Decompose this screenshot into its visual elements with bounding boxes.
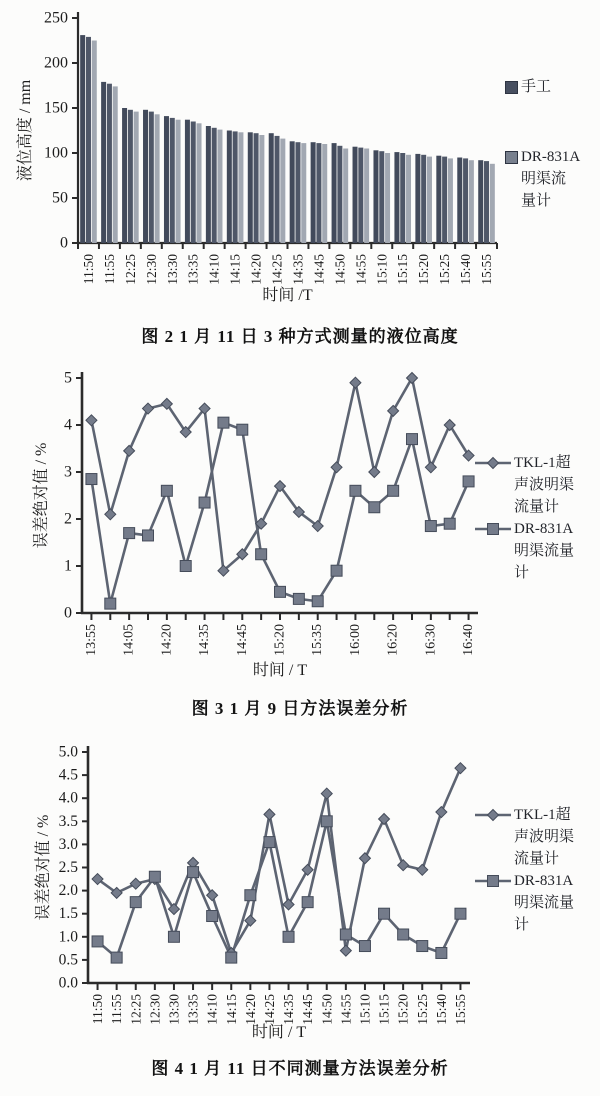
x-tick-label: 15:20 — [272, 624, 288, 656]
figure4-caption: 图 4 1 月 11 日不同测量方法误差分析 — [151, 1059, 449, 1078]
y-axis-title: 误差绝对值 / % — [35, 814, 52, 921]
y-tick-label: 4.0 — [58, 789, 78, 807]
square-marker — [379, 908, 390, 919]
x-tick-label: 13:35 — [185, 254, 201, 285]
bar — [290, 141, 295, 243]
diamond-marker — [130, 878, 141, 889]
bar — [113, 86, 118, 243]
x-tick-label: 12:25 — [122, 254, 138, 285]
x-axis-title: 时间 /T — [262, 287, 313, 304]
legend-item-dr831a — [505, 146, 600, 212]
x-tick-label: 14:15 — [223, 994, 239, 1025]
square-marker — [256, 549, 267, 560]
square-marker — [207, 911, 218, 922]
square-marker — [188, 867, 199, 878]
bar — [92, 41, 97, 244]
x-tick-label: 13:35 — [185, 994, 201, 1025]
square-marker — [388, 485, 399, 496]
bar — [80, 35, 85, 243]
legend-label-line: TKL-1超 — [514, 455, 571, 471]
x-tick-label: 15:10 — [374, 254, 390, 285]
square-marker — [398, 929, 409, 940]
x-tick-label: 12:30 — [143, 254, 159, 285]
bar — [217, 130, 222, 243]
legend-label-line: 计 — [514, 565, 530, 581]
bar-series-dark-swatch-icon — [505, 81, 518, 94]
y-tick-label: 0.5 — [58, 951, 78, 969]
x-tick-label: 14:35 — [281, 994, 297, 1025]
y-tick-label: 0 — [64, 604, 72, 622]
legend-label: 手工 — [521, 79, 552, 95]
x-tick-label: 15:25 — [414, 994, 430, 1025]
diamond-marker — [245, 915, 256, 926]
y-tick-label: 100 — [44, 144, 68, 162]
x-tick-label: 14:10 — [206, 254, 222, 285]
figure3-caption: 图 3 1 月 9 日方法误差分析 — [191, 699, 409, 718]
square-marker — [130, 897, 141, 908]
y-tick-label: 5.0 — [58, 743, 78, 761]
bar — [421, 155, 426, 243]
x-tick-label: 14:20 — [242, 994, 258, 1025]
y-axis-title: 液位高度 / mm — [17, 79, 34, 182]
line-square-marker-icon — [474, 874, 512, 888]
y-tick-label: 4 — [64, 416, 72, 434]
bar — [343, 149, 348, 244]
bar — [337, 146, 342, 243]
square-marker — [92, 936, 103, 947]
legend-label-line: 声波明渠 — [514, 829, 575, 845]
x-tick-label: 15:20 — [395, 994, 411, 1025]
square-marker — [111, 952, 122, 963]
bar — [406, 155, 411, 243]
bar — [248, 132, 253, 243]
x-tick-label: 14:20 — [248, 254, 264, 285]
legend-item-dr831a — [478, 870, 598, 936]
x-tick-label: 14:20 — [159, 624, 175, 656]
bar — [275, 136, 280, 243]
series-line — [91, 423, 468, 604]
y-tick-label: 1.0 — [58, 928, 78, 946]
bar — [134, 112, 139, 243]
bar — [322, 144, 327, 243]
bar — [212, 128, 217, 243]
figure3-legend — [478, 452, 598, 584]
bar — [484, 161, 489, 243]
line-diamond-marker-icon — [474, 808, 512, 822]
x-tick-label: 14:45 — [300, 994, 316, 1025]
y-tick-label: 150 — [44, 99, 68, 117]
square-marker — [444, 518, 455, 529]
diamond-marker — [302, 864, 313, 875]
bar — [353, 147, 358, 243]
bar — [206, 126, 211, 243]
bar — [490, 164, 495, 243]
bar — [101, 82, 106, 243]
square-marker — [293, 593, 304, 604]
x-tick-label: 14:35 — [290, 254, 306, 285]
square-marker — [199, 497, 210, 508]
figure2-legend — [505, 76, 600, 212]
x-tick-label: 14:50 — [332, 254, 348, 285]
bar — [469, 160, 474, 243]
x-tick-label: 15:15 — [395, 254, 411, 285]
square-marker — [321, 816, 332, 827]
legend-label-line: 计 — [514, 917, 530, 933]
x-tick-label: 15:55 — [452, 994, 468, 1025]
square-marker — [86, 474, 97, 485]
diamond-marker — [398, 860, 409, 871]
x-tick-label: 14:15 — [227, 254, 243, 285]
x-axis-title: 时间 / T — [251, 1024, 307, 1041]
square-marker — [369, 502, 380, 513]
x-tick-label: 13:30 — [166, 994, 182, 1025]
bar — [415, 154, 420, 243]
square-marker — [436, 947, 447, 958]
bar — [143, 110, 148, 243]
square-marker — [245, 890, 256, 901]
x-tick-label: 14:55 — [353, 254, 369, 285]
y-tick-label: 1 — [64, 557, 72, 575]
legend-label-line: 明渠流量 — [514, 543, 575, 559]
y-tick-label: 3.0 — [58, 835, 78, 853]
bar — [311, 142, 316, 243]
bar — [301, 143, 306, 243]
bar — [269, 133, 274, 243]
legend-label-line: 流量计 — [514, 499, 560, 515]
bar — [227, 131, 232, 244]
legend-item-tkl1 — [478, 804, 598, 870]
square-marker — [359, 941, 370, 952]
bar — [164, 116, 169, 243]
x-tick-label: 15:20 — [416, 254, 432, 285]
legend-item-tkl1 — [478, 452, 598, 518]
y-tick-label: 3 — [64, 463, 72, 481]
diamond-marker — [143, 403, 154, 414]
x-tick-label: 11:55 — [101, 254, 117, 285]
square-marker — [312, 596, 323, 607]
legend-label-line: 明渠流量 — [514, 895, 575, 911]
x-tick-label: 12:30 — [147, 994, 163, 1025]
bar — [316, 143, 321, 243]
line-diamond-marker-icon — [474, 456, 512, 470]
line-square-marker-icon — [474, 522, 512, 536]
y-tick-label: 5 — [64, 369, 72, 387]
square-marker — [105, 598, 116, 609]
bar — [463, 158, 468, 243]
diamond-marker — [379, 813, 390, 824]
x-tick-label: 14:35 — [197, 624, 213, 656]
x-tick-label: 13:55 — [83, 624, 99, 656]
bar — [457, 158, 462, 244]
bar — [478, 160, 483, 243]
x-tick-label: 16:00 — [347, 624, 363, 656]
diamond-marker — [350, 377, 361, 388]
bar — [364, 149, 369, 244]
x-tick-label: 15:35 — [310, 624, 326, 656]
legend-label-line: DR-831A — [514, 873, 574, 889]
diamond-marker — [124, 445, 135, 456]
y-tick-label: 250 — [44, 9, 68, 27]
y-tick-label: 3.5 — [58, 812, 78, 830]
bar — [280, 139, 285, 243]
square-marker — [161, 485, 172, 496]
legend-item-manual — [505, 76, 600, 98]
diamond-marker — [455, 763, 466, 774]
bar — [128, 110, 133, 243]
square-marker — [350, 485, 361, 496]
bar — [332, 143, 337, 243]
square-marker — [425, 521, 436, 532]
x-tick-label: 13:30 — [164, 254, 180, 285]
bar — [170, 118, 175, 243]
figure2-caption: 图 2 1 月 11 日 3 种方式测量的液位高度 — [141, 327, 459, 346]
bar — [149, 112, 154, 243]
square-marker — [302, 897, 313, 908]
bar — [373, 150, 378, 243]
bar — [427, 157, 432, 243]
x-tick-label: 12:25 — [128, 994, 144, 1025]
x-tick-label: 14:55 — [338, 994, 354, 1025]
square-marker — [124, 528, 135, 539]
x-tick-label: 11:50 — [80, 254, 96, 285]
y-tick-label: 0.0 — [58, 974, 78, 992]
series-line — [98, 768, 461, 953]
legend-label-line: 量计 — [521, 193, 552, 209]
square-marker — [275, 586, 286, 597]
y-tick-label: 0 — [60, 234, 68, 252]
x-tick-label: 15:15 — [376, 994, 392, 1025]
y-tick-label: 2 — [64, 510, 72, 528]
bar — [442, 157, 447, 243]
legend-label-line: DR-831A — [514, 521, 574, 537]
diamond-marker — [105, 509, 116, 520]
square-marker — [283, 931, 294, 942]
x-tick-label: 16:20 — [385, 624, 401, 656]
square-marker — [264, 837, 275, 848]
legend-label-line: TKL-1超 — [514, 807, 571, 823]
x-tick-label: 14:45 — [311, 254, 327, 285]
bar — [254, 133, 259, 243]
bar — [259, 135, 264, 243]
x-tick-label: 15:10 — [357, 994, 373, 1025]
diamond-marker — [388, 405, 399, 416]
diamond-marker — [369, 467, 380, 478]
diamond-marker — [86, 415, 97, 426]
y-axis-title: 误差绝对值 / % — [33, 442, 50, 549]
bar — [238, 132, 243, 243]
bar — [295, 142, 300, 243]
bar — [448, 158, 453, 243]
bar — [379, 151, 384, 243]
square-marker — [237, 424, 248, 435]
square-marker — [143, 530, 154, 541]
diamond-marker — [321, 788, 332, 799]
x-tick-label: 15:55 — [479, 254, 495, 285]
legend-label-line: 流量计 — [514, 851, 560, 867]
diamond-marker — [359, 853, 370, 864]
diamond-marker — [425, 462, 436, 473]
figure4-legend — [478, 804, 598, 936]
bar — [233, 131, 238, 243]
x-tick-label: 16:30 — [423, 624, 439, 656]
bar — [122, 108, 127, 243]
square-marker — [331, 565, 342, 576]
bar — [86, 37, 91, 243]
bar — [191, 122, 196, 244]
x-tick-label: 14:45 — [234, 624, 250, 656]
y-tick-label: 4.5 — [58, 766, 78, 784]
square-marker — [218, 417, 229, 428]
legend-label-line: 明渠流 — [521, 171, 567, 187]
bar — [385, 153, 390, 243]
x-tick-label: 15:40 — [458, 254, 474, 285]
square-marker — [407, 434, 418, 445]
square-marker — [226, 952, 237, 963]
bar — [400, 153, 405, 243]
y-tick-label: 2.0 — [58, 882, 78, 900]
bar-series-light-swatch-icon — [505, 151, 518, 164]
diamond-marker — [331, 462, 342, 473]
x-tick-label: 14:10 — [204, 994, 220, 1025]
y-tick-label: 200 — [44, 54, 68, 72]
legend-label-line: 声波明渠 — [514, 477, 575, 493]
diamond-marker — [436, 807, 447, 818]
diamond-marker — [283, 899, 294, 910]
diamond-marker — [264, 809, 275, 820]
x-tick-label: 14:05 — [121, 624, 137, 656]
bar — [107, 84, 112, 243]
bar — [358, 148, 363, 243]
square-marker — [455, 908, 466, 919]
bar — [155, 114, 160, 243]
x-tick-label: 16:40 — [461, 624, 477, 656]
y-tick-label: 2.5 — [58, 859, 78, 876]
bar — [185, 120, 190, 243]
bar — [436, 156, 441, 243]
y-tick-label: 1.5 — [58, 905, 78, 923]
square-marker — [180, 561, 191, 572]
square-marker — [463, 476, 474, 487]
square-marker — [340, 929, 351, 940]
x-tick-label: 14:50 — [319, 994, 335, 1025]
diamond-marker — [417, 864, 428, 875]
y-tick-label: 50 — [52, 189, 68, 207]
x-tick-label: 11:55 — [109, 994, 125, 1025]
legend-item-dr831a — [478, 518, 598, 584]
bar — [394, 152, 399, 243]
square-marker — [417, 941, 428, 952]
square-marker — [168, 931, 179, 942]
x-tick-label: 11:50 — [90, 994, 106, 1025]
bar — [197, 123, 202, 243]
x-tick-label: 15:25 — [437, 254, 453, 285]
x-axis-title: 时间 / T — [252, 662, 308, 679]
x-tick-label: 14:25 — [261, 994, 277, 1025]
bar — [176, 120, 181, 243]
square-marker — [149, 871, 160, 882]
diamond-marker — [407, 373, 418, 384]
legend-label-line: DR-831A — [521, 149, 581, 165]
x-tick-label: 15:40 — [433, 994, 449, 1025]
diamond-marker — [340, 945, 351, 956]
x-tick-label: 14:25 — [269, 254, 285, 285]
diamond-marker — [207, 890, 218, 901]
